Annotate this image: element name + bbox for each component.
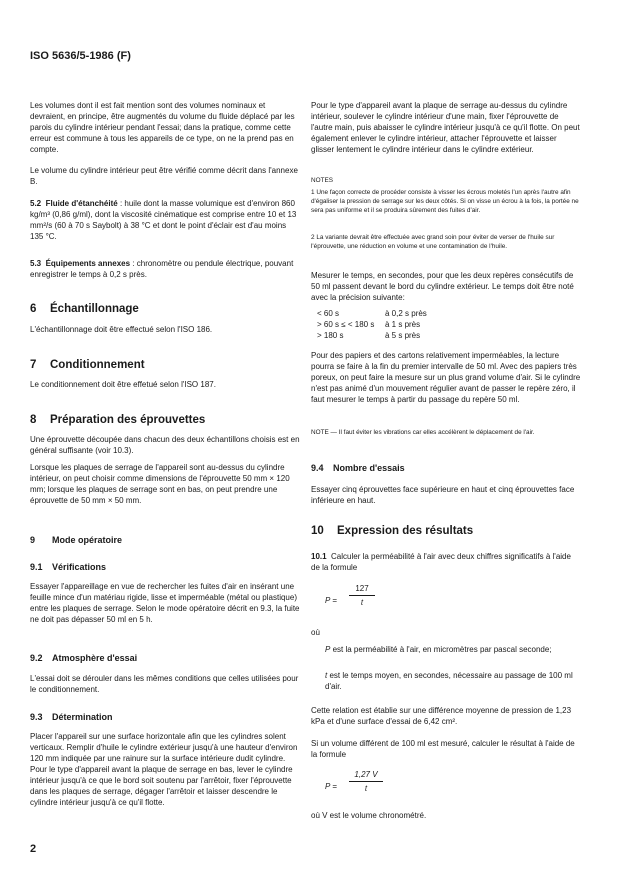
heading-9-1 xyxy=(30,561,300,573)
section-5-2 xyxy=(30,198,300,242)
fraction-bar xyxy=(349,595,375,596)
timing-row xyxy=(317,319,477,330)
formula-lhs: P = xyxy=(325,596,337,605)
notes-label: NOTES xyxy=(311,177,334,184)
paragraph-annex: Le volume du cylindre intérieur peut être vérifié comme décrit dans l'annexe B. xyxy=(30,166,298,186)
heading-number: 9 xyxy=(30,535,36,545)
heading-title: Conditionnement xyxy=(50,359,145,371)
paragraph-measure: Mesurer le temps, en secondes, pour que les deux repères consécutifs de 50 ml passent devant le bord du cylindre extérieur. Le temps doit être noté avec la précision suivante: xyxy=(311,271,574,302)
paragraph-intro: Les volumes dont il est fait mention sont des volumes nominaux et devraient, en principe, être augmentés du volume du fluide déplacé par les parois du cylindre intérieur pendant l'essai; dans la pratique, comme cette erreur est commune à tous les appareils de ce type, on ne la prend pas en compte. xyxy=(30,101,295,154)
heading-9-4 xyxy=(311,462,581,474)
heading-9-3 xyxy=(30,711,300,723)
formula-volume xyxy=(325,770,415,806)
heading-title: Atmosphère d'essai xyxy=(52,653,138,663)
page-number: 2 xyxy=(30,843,37,855)
heading-number: 9.3 xyxy=(30,712,43,722)
timing-precision: à 5 s près xyxy=(385,331,421,340)
note-vibration: NOTE — Il faut éviter les vibrations car elles accélèrent le déplacement de l'air. xyxy=(311,429,535,436)
paragraph-continuation: Pour le type d'appareil avant la plaque de serrage au-dessus du cylindre intérieur, soulever le cylindre intérieur d'une main, fixer l'éprouvette de l'autre main, puis abaisser le cylindre intérieur jusqu'à ce qu'il flotte. On peut également enlever le cylindre intérieur, attacher l'éprouvette et laisser glisser lentement le cylindre intérieur dans le cylindre extérieur. xyxy=(311,101,580,154)
timing-row xyxy=(317,308,477,319)
heading-number: 10 xyxy=(311,525,324,537)
heading-title: Préparation des éprouvettes xyxy=(50,414,206,426)
heading-title: Détermination xyxy=(52,712,113,722)
definition-symbol: P xyxy=(325,645,331,654)
text-6: L'échantillonnage doit être effectué selon l'ISO 186. xyxy=(30,325,213,334)
text-9-4: Essayer cinq éprouvettes face supérieure en haut et cinq éprouvettes face inférieure en haut. xyxy=(311,485,575,505)
heading-title: Nombre d'essais xyxy=(333,463,405,473)
timing-row xyxy=(317,330,477,341)
text-7: Le conditionnement doit être effetué selon l'ISO 187. xyxy=(30,380,216,389)
paragraph-papers: Pour des papiers et des cartons relativement imperméables, la lecture pourra se faire à la fin du premier intervalle de 50 ml. Avec des papiers très poreux, on peut faire la mesure sur un plus grand volume d'air. Si le cylindre n'est pas animé d'un mouvement régulier avant de passer le repère zéro, il faut mesurer le temps à partir du passage du repère 50 ml. xyxy=(311,351,581,404)
paragraph-volume: Si un volume différent de 100 ml est mesuré, calculer le résultat à l'aide de la formule xyxy=(311,739,575,759)
section-number: 5.2 xyxy=(30,199,42,208)
formula-fraction xyxy=(349,770,383,793)
heading-7 xyxy=(30,358,300,372)
section-text: : chronomètre ou pendule électrique, pouvant enregistrer le temps à 0,2 s près. xyxy=(30,259,294,279)
section-5-3 xyxy=(30,258,300,280)
section-label: Fluide d'étanchéité xyxy=(45,199,118,208)
text-9-3: Placer l'appareil sur une surface horizontale afin que les cylindres solent verticaux. Remplir d'huile le cylindre extérieur jusqu'à une hauteur d'environ 120 mm indiquée par une rainure sur la surface intérieure dudit cylindre. Pour le type d'appareil avant la plaque de serrage en bas, lever le cylindre intérieur jusqu'à ce que le bord soit soutenu par l'arrêtoir, fixer l'éprouvette dans les plaques de serrage, dégager l'arrêtoir et laisser descendre le cylindre intérieur jusqu'à ce qu'il flotte. xyxy=(30,732,298,807)
heading-number: 6 xyxy=(30,303,37,315)
paragraph-where-v: où V est le volume chronométré. xyxy=(311,811,427,820)
heading-8 xyxy=(30,413,300,427)
definition-text: est la perméabilité à l'air, en micromètres par pascal seconde; xyxy=(332,645,552,654)
heading-10 xyxy=(311,524,581,538)
timing-condition: < 60 s xyxy=(317,309,340,318)
heading-number: 9.2 xyxy=(30,653,43,663)
definition-symbol: t xyxy=(325,671,328,680)
heading-title: Vérifications xyxy=(52,562,107,572)
section-number: 5.3 xyxy=(30,259,42,268)
formula-denominator: t xyxy=(360,598,364,607)
section-label: Équipements annexes xyxy=(45,259,131,268)
definition-p xyxy=(325,644,581,655)
section-number: 10.1 xyxy=(311,552,327,561)
text-8-p2: Lorsque les plaques de serrage de l'appareil sont au-dessus du cylindre intérieur, on peut choisir comme dimensions de l'éprouvette 50 mm × 120 mm; lorsque les plaques de serrage sont en bas, on peut prendre une éprouvette de 50 mm × 50 mm. xyxy=(30,463,290,505)
heading-number: 9.4 xyxy=(311,463,324,473)
formula-numerator: 127 xyxy=(355,584,369,593)
timing-condition: > 60 s ≤ < 180 s xyxy=(317,320,375,329)
note-1: 1 Une façon correcte de procéder consiste à visser les écrous moletés l'un après l'autre afin d'égaliser la pression de serrage sur les deux côtés. Si on visse un écrou à la fois, la portée ne sera pas uniforme et il se produira sûrement des fuites d'air. xyxy=(311,189,579,214)
heading-9-2 xyxy=(30,652,300,664)
heading-title: Mode opératoire xyxy=(52,535,123,545)
heading-title: Échantillonnage xyxy=(50,303,139,315)
text-where: où xyxy=(311,628,320,637)
note-2: 2 La variante devrait être effectuée avec grand soin pour éviter de verser de l'huile sur l'éprouvette, une réduction en volume et une contamination de l'huile. xyxy=(311,234,555,250)
heading-number: 7 xyxy=(30,359,37,371)
timing-condition: > 180 s xyxy=(317,331,344,340)
heading-number: 8 xyxy=(30,414,37,426)
formula-denominator: t xyxy=(364,784,368,793)
text-9-2: L'essai doit se dérouler dans les mêmes conditions que celles utilisées pour le conditionnement. xyxy=(30,674,299,694)
standard-header: ISO 5636/5-1986 (F) xyxy=(30,50,131,62)
paragraph-relation: Cette relation est établie sur une différence moyenne de pression de 1,23 kPa et d'une surface d'essai de 6,42 cm². xyxy=(311,706,572,726)
definition-text: est le temps moyen, en secondes, nécessaire au passage de 100 ml d'air. xyxy=(325,671,573,691)
formula-permeability xyxy=(325,584,405,620)
text-8-p1: Une éprouvette découpée dans chacun des deux échantillons choisis est en général suffisante (voir 10.3). xyxy=(30,435,300,455)
timing-table xyxy=(317,308,477,341)
section-text: Calculer la perméabilité à l'air avec deux chiffres significatifs à l'aide de la formule xyxy=(311,552,571,572)
timing-precision: à 0,2 s près xyxy=(385,309,427,318)
definition-t xyxy=(325,670,581,692)
heading-number: 9.1 xyxy=(30,562,43,572)
formula-lhs: P = xyxy=(325,782,337,791)
formula-numerator: 1,27 V xyxy=(354,770,378,779)
timing-precision: à 1 s près xyxy=(385,320,421,329)
section-10-1 xyxy=(311,551,581,573)
heading-6 xyxy=(30,302,300,316)
text-9-1: Essayer l'appareillage en vue de rechercher les fuites d'air en insérant une feuille mince d'un matériau rigide, lisse et imperméable (métal ou plastique) entre les plaques de serrage. Selon le mode opératoire décrit en 9.3, la fuite ne doit pas dépasser 50 ml en 5 h. xyxy=(30,582,300,624)
section-text: : huile dont la masse volumique est d'environ 860 kg/m³ (0,86 g/ml), dont la viscosité cinématique est comprise entre 10 et 13 mm²/s (60 à 70 s Saybolt) à 38 °C et dont le point d'éclair est d'au moins 135 °C. xyxy=(30,199,297,241)
heading-9 xyxy=(30,534,300,546)
heading-title: Expression des résultats xyxy=(337,525,474,537)
fraction-bar xyxy=(349,781,383,782)
formula-fraction xyxy=(349,584,375,607)
